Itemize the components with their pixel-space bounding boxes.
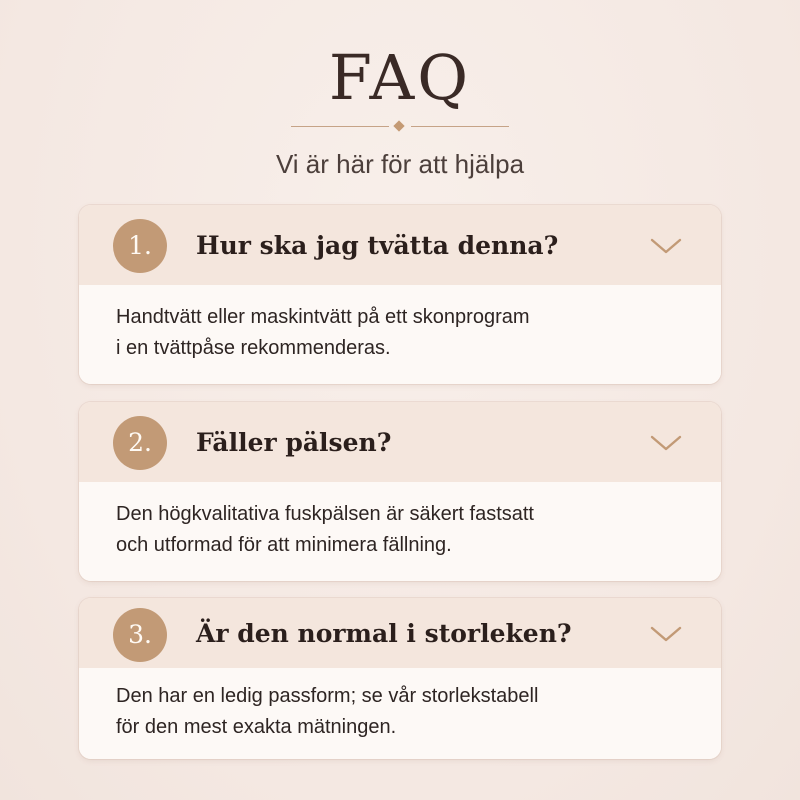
faq-number-badge: 1. xyxy=(113,219,167,273)
faq-question-toggle-1[interactable] xyxy=(79,205,721,285)
faq-question-toggle-2[interactable] xyxy=(79,402,721,482)
faq-answer-line: Handtvätt eller maskintvätt på ett skonprogram xyxy=(116,306,530,328)
page-title: FAQ xyxy=(328,41,472,114)
title-divider xyxy=(291,126,509,127)
faq-answer-line: och utformad för att minimera fällning. xyxy=(116,534,452,556)
faq-answer-line: i en tvättpåse rekommenderas. xyxy=(116,337,391,359)
faq-answer-line: för den mest exakta mätningen. xyxy=(116,716,397,738)
faq-answer xyxy=(116,499,676,561)
chevron-down-icon[interactable] xyxy=(649,236,683,256)
faq-item-3 xyxy=(79,598,721,759)
faq-number-badge: 2. xyxy=(113,416,167,470)
faq-answer xyxy=(116,302,676,364)
faq-question: Hur ska jag tvätta denna? xyxy=(196,231,559,260)
page-subtitle: Vi är här för att hjälpa xyxy=(275,149,525,179)
faq-question: Är den normal i storleken? xyxy=(196,619,572,648)
faq-question: Fäller pälsen? xyxy=(196,428,392,457)
divider-line-left xyxy=(291,126,389,127)
divider-line-right xyxy=(411,126,509,127)
chevron-down-icon[interactable] xyxy=(649,433,683,453)
faq-answer-panel xyxy=(79,482,721,581)
faq-item-1 xyxy=(79,205,721,384)
chevron-down-icon[interactable] xyxy=(649,624,683,644)
faq-answer xyxy=(116,681,676,743)
faq-answer-line: Den högkvalitativa fuskpälsen är säkert fastsatt xyxy=(116,503,534,525)
faq-item-2 xyxy=(79,402,721,581)
diamond-icon xyxy=(393,120,404,131)
faq-answer-line: Den har en ledig passform; se vår storlekstabell xyxy=(116,685,539,707)
faq-number-badge: 3. xyxy=(113,608,167,662)
faq-answer-panel xyxy=(79,285,721,384)
faq-question-toggle-3[interactable] xyxy=(79,598,721,668)
faq-answer-panel xyxy=(79,668,721,759)
